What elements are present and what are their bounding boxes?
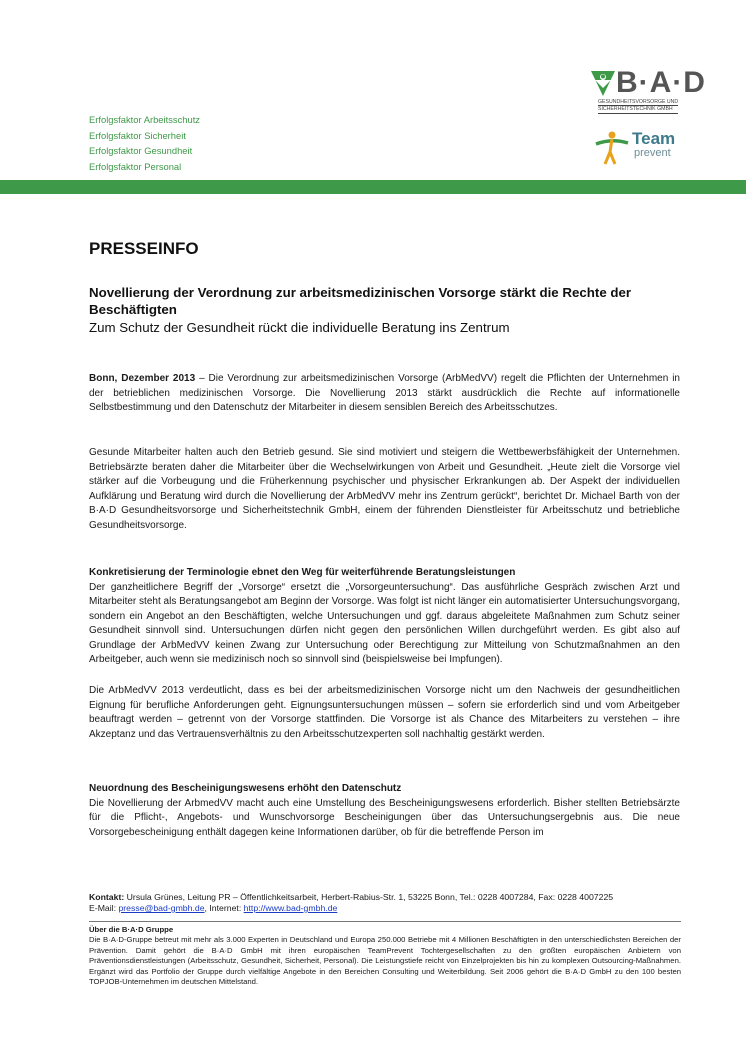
contact-label: Kontakt:: [89, 892, 125, 902]
about-heading: Über die B·A·D Gruppe: [89, 925, 174, 934]
section-text: Die Novellierung der ArbmedVV macht auch eine Umstellung des Bescheinigungswesens erforderlich. Bisher stellten Betriebsärzte für die Pflicht-, Angebots- und Wunschvorsorge Bescheinigungen über das Untersuchungsergebnis aus. Die neue Vorsorgebescheinigung enthält dagegen keine Informationen darüber, ob für die betreffende Person im: [89, 797, 680, 838]
taglines: [89, 112, 200, 174]
tagline: Erfolgsfaktor Arbeitsschutz: [89, 114, 200, 125]
paragraph-intro: Bonn, Dezember 2013 – Die Verordnung zur arbeitsmedizinischen Vorsorge (ArbMedVV) regelt die Pflichten der Unternehmen in der betrieblichen medizinischen Vorsorge. Die Novellierung 2013 stärkt ausdrücklich die Rechte auf informationelle Selbstbestimmung und den Datenschutz der Mitarbeiter in diesem sensiblen Bereich des Arbeitsschutzes.: [89, 373, 680, 413]
website-link[interactable]: http://www.bad-gmbh.de: [243, 903, 338, 913]
accent-band-left: [0, 180, 89, 194]
teamprevent-logo-text: Team: [632, 129, 676, 148]
tagline: Erfolgsfaktor Sicherheit: [89, 129, 186, 141]
headline: Novellierung der Verordnung zur arbeitsmedizinischen Vorsorge stärkt die Rechte der Beschäftigten: [89, 285, 632, 317]
section-certificates: [89, 782, 680, 840]
about-text: Die B·A·D-Gruppe betreut mit mehr als 3.000 Experten in Deutschland und Europa 250.000 Betriebe mit 4 Millionen Beschäftigten in den unterschiedlichsten Bereichen der Prävention. Damit gehört die B·A·D GmbH mit ihren europäischen TeamPrevent Tochtergesellschaften zu den größten europäischen Anbietern von Präventionsdienstleistungen (Arbeitsschutz, Gesundheit, Sicherheit, Personal). Die Leistungstiefe reicht von Einzelprojekten bis hin zu komplexen Outsourcing-Maßnahmen. Ergänzt wird das Portfolio der Gruppe durch vielfältige Angebote in den Bereichen Consulting und Weiterbildung. Seit 2006 gehört die B·A·D GmbH zu den 100 besten TOPJOB-Unternehmen im deutschen Mittelstand.: [89, 935, 681, 987]
bad-logo-text: B·A·D: [616, 66, 706, 99]
section-terminology: [89, 566, 680, 668]
paragraph: Die ArbMedVV 2013 verdeutlicht, dass es bei der arbeitsmedizinischen Vorsorge nicht um den Nachweis der gesundheitlichen Eignung für berufliche Anforderungen geht. Eignungsuntersuchungen müssen – sofern sie erforderlich sind und vom Arbeitgeber beauftragt werden – getrennt von der Vorsorge stattfinden. Die Vorsorge ist als Chance des Mitarbeiters zu verstehen – ihre Akzeptanz und das Vertrauensverhältnis zu den Arbeitsschutzexperten soll nachhaltig gestärkt werden.: [89, 685, 680, 740]
contact-block: Kontakt: Ursula Grünes, Leitung PR – Öffentlichkeitsarbeit, Herbert-Rabius-Str. 1, 53225 Bonn, Tel.: 0228 4007284, Fax: 0228 4007225 E-Mail: presse@bad-gmbh.de, Internet: http://www.bad-gmbh.de: [89, 892, 614, 913]
tagline: Erfolgsfaktor Personal: [89, 160, 182, 172]
accent-band: [89, 180, 746, 194]
teamprevent-logo: [592, 130, 682, 166]
teamprevent-logo-subtitle: prevent: [634, 147, 671, 159]
dateline: Bonn, Dezember 2013: [89, 373, 196, 384]
subheadline: Zum Schutz der Gesundheit rückt die individuelle Beratung ins Zentrum: [89, 320, 510, 335]
tagline: Erfolgsfaktor Gesundheit: [89, 145, 193, 156]
section-heading: Neuordnung des Bescheinigungswesens erhöht den Datenschutz: [89, 783, 402, 794]
bad-heart-icon: [590, 68, 616, 98]
page-title: PRESSEINFO: [89, 239, 199, 258]
section-heading: Konkretisierung der Terminologie ebnet den Weg für weiterführende Beratungsleistungen: [89, 567, 516, 578]
bad-logo-subtitle: GESUNDHEITSVORSORGE UND SICHERHEITSTECHNIK GMBH: [598, 99, 679, 113]
section-text: Der ganzheitlichere Begriff der „Vorsorge“ ersetzt die „Vorsorgeuntersuchung“. Das ausführliche Gespräch zwischen Arzt und Mitarbeiter steht als Beratungsangebot am Beginn der Vorsorge. Was folgt ist nicht länger ein automatisierter Untersuchungsvorgang, sondern ein Angebot an den Beschäftigten, welche Untersuchungen und ggf. daraus abgeleitete Maßnahmen zum Schutz seiner Gesundheit sinnvoll sind. Untersuchungen dürfen nicht gegen den persönlichen Willen durchgeführt werden. Es gibt also auf Grundlage der ArbMedVV keinen Zwang zur Untersuchung oder Berechtigung zur Mitteilung von Schutzmaßnahmen an den Arbeitgeber, auch wenn sie medizinisch noch so sinnvoll sind (beispielsweise bei Impfungen).: [89, 581, 680, 665]
email-link[interactable]: presse@bad-gmbh.de: [118, 903, 205, 913]
about-block: [89, 925, 681, 987]
divider: [89, 921, 681, 922]
bad-logo: [590, 66, 706, 114]
paragraph: Gesunde Mitarbeiter halten auch den Betrieb gesund. Sie sind motiviert und steigern die Wettbewerbsfähigkeit der Unternehmen. Betriebsärzte beraten daher die Mitarbeiter über die Wechselwirkungen von Arbeit und Gesundheit. „Heute zielt die Vorsorge viel stärker auf die Vorbeugung und die Früherkennung psychischer und physischer Erkrankungen ab. Der Aspekt der individuellen Aufklärung und Beratung wird durch die Novellierung der ArbMedVV mehr ins Zentrum gerückt“, berichtet Dr. Michael Barth von der B·A·D Gesundheitsvorsorge und Sicherheitstechnik GmbH, einem der führenden Dienstleister für Arbeitsschutz und betriebliche Gesundheitsvorsorge.: [89, 447, 680, 531]
teamprevent-figure-icon: [592, 130, 632, 166]
